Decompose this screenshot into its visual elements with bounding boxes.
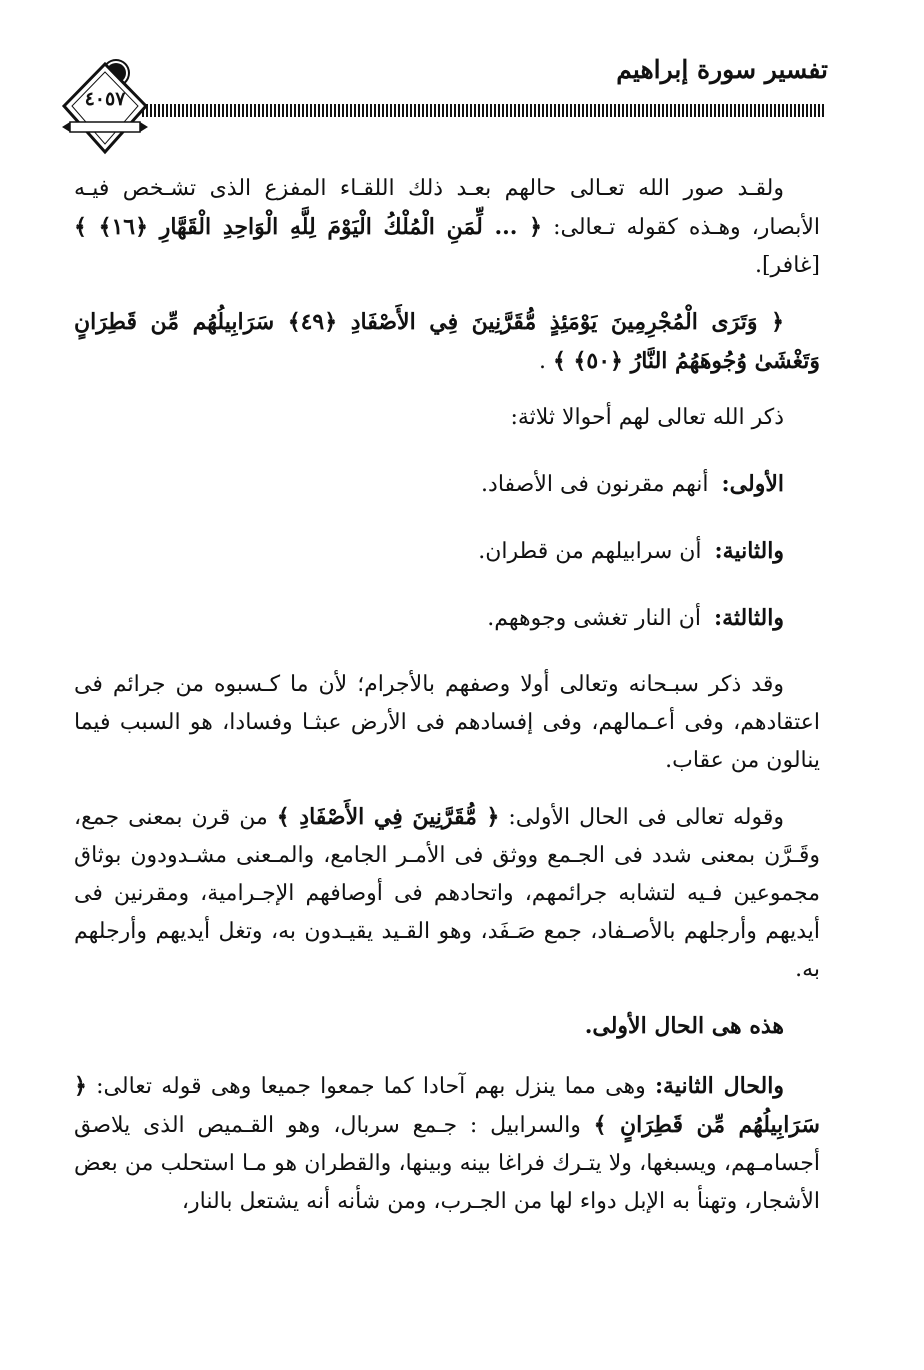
state-label: الأولى:: [721, 471, 784, 497]
verse-text: ﴿ وَتَرَى الْمُجْرِمِينَ يَوْمَئِذٍ مُّقَرَّنِينَ فِي الأَصْفَادِ ﴿٤٩﴾ سَرَابِيلُهُم مِّن قَطِرَانٍ وَتَغْشَىٰ وُجُوهَهُمُ النَّارُ ﴿٥٠﴾ ﴾: [74, 309, 820, 374]
states-list: [74, 465, 820, 638]
paragraph-3-lead: وقوله تعالى فى الحال الأولى:: [499, 805, 784, 830]
verse-block: [74, 303, 820, 381]
state-text: أنهم مقرنون فى الأصفاد.: [481, 472, 716, 497]
quran-quote: ﴿ ... لِّمَنِ الْمُلْكُ الْيَوْمَ لِلَّهِ الْوَاحِدِ الْقَهَّارِ ﴿١٦﴾ ﴾: [74, 214, 543, 240]
paragraph-4: [74, 1067, 820, 1221]
quran-quote: ﴿ سَرَابِيلُهُم مِّن قَطِرَانٍ ﴾: [74, 1073, 820, 1138]
paragraph-4-label: والحال الثانية:: [654, 1073, 784, 1099]
paragraph-2: وقد ذكر سبـحانه وتعالى أولا وصفهم بالأجرام؛ لأن ما كـسبوه من جرائم فى اعتقادهم، وفى أعـمالهم، وفى إفسادهم فى الأرض عبثـا وفسادا، هو السبب فيما ينالون من عقاب.: [74, 672, 820, 773]
verse-end: .: [538, 349, 553, 374]
section-heading: هذه هى الحال الأولى.: [584, 1013, 784, 1039]
state-item: [74, 532, 820, 571]
paragraph-4-text: والسرابيل : جـمع سربال، وهو القـميص الذى يلاصق أجسامـهم، ويسبغها، ولا يتـرك فراغا بينه وبينها، والقطران هو مـا استحلب من بعض الأشجار، وتهنأ به الإبل دواء لها من الجـرب، ومن شأنه أنه يشتعل بالنار،: [74, 1113, 820, 1214]
intro-line: ذكر الله تعالى لهم أحوالا ثلاثة:: [510, 405, 784, 430]
quran-quote: ﴿ مُّقَرَّنِينَ فِي الأَصْفَادِ ﴾: [276, 804, 500, 830]
running-title: تفسير سورة إبراهيم: [616, 55, 828, 84]
paragraph-1: [74, 170, 820, 285]
page-number: ٤٠٥٧: [84, 88, 126, 110]
paragraph-1-text: ولقـد صور الله تعـالى حالهم بعـد ذلك اللقـاء المفزع الذى تشـخص فيـه الأبصار، وهـذه كقوله تـعالى:: [74, 176, 820, 240]
page-number-badge-icon: [60, 60, 150, 160]
header-rule: [142, 104, 824, 117]
state-label: والثالثة:: [713, 605, 784, 631]
paragraph-4-lead: وهى مما ينزل بهم آحادا كما جمعوا جميعا وهى قوله تعالى:: [86, 1074, 655, 1099]
paragraph-3-text: من قرن بمعنى جمع، وقَـرَّن بمعنى شدد فى الجـمع ووثق فى الأمـر الجامع، والمـعنى مشـدودون بوثاق مجموعين فـيه لتشابه جرائمهم، واتحادهم فى أوصافهم الإجـرامية، ومقرنين فى أيديهم وأرجلهم بالأصـفاد، جمع صَـفَد، وهو القـيد يقيـدون به، وتغل أيديهم وأرجلهم به.: [74, 805, 820, 982]
page-body: [74, 170, 820, 1239]
state-item: [74, 465, 820, 504]
surah-reference: [غافر].: [754, 253, 820, 278]
state-label: والثانية:: [714, 538, 784, 564]
state-item: [74, 599, 820, 638]
state-text: أن النار تغشى وجوههم.: [487, 606, 708, 631]
state-text: أن سرابيلهم من قطران.: [478, 539, 709, 564]
page-header: [0, 0, 924, 170]
paragraph-3: [74, 798, 820, 989]
